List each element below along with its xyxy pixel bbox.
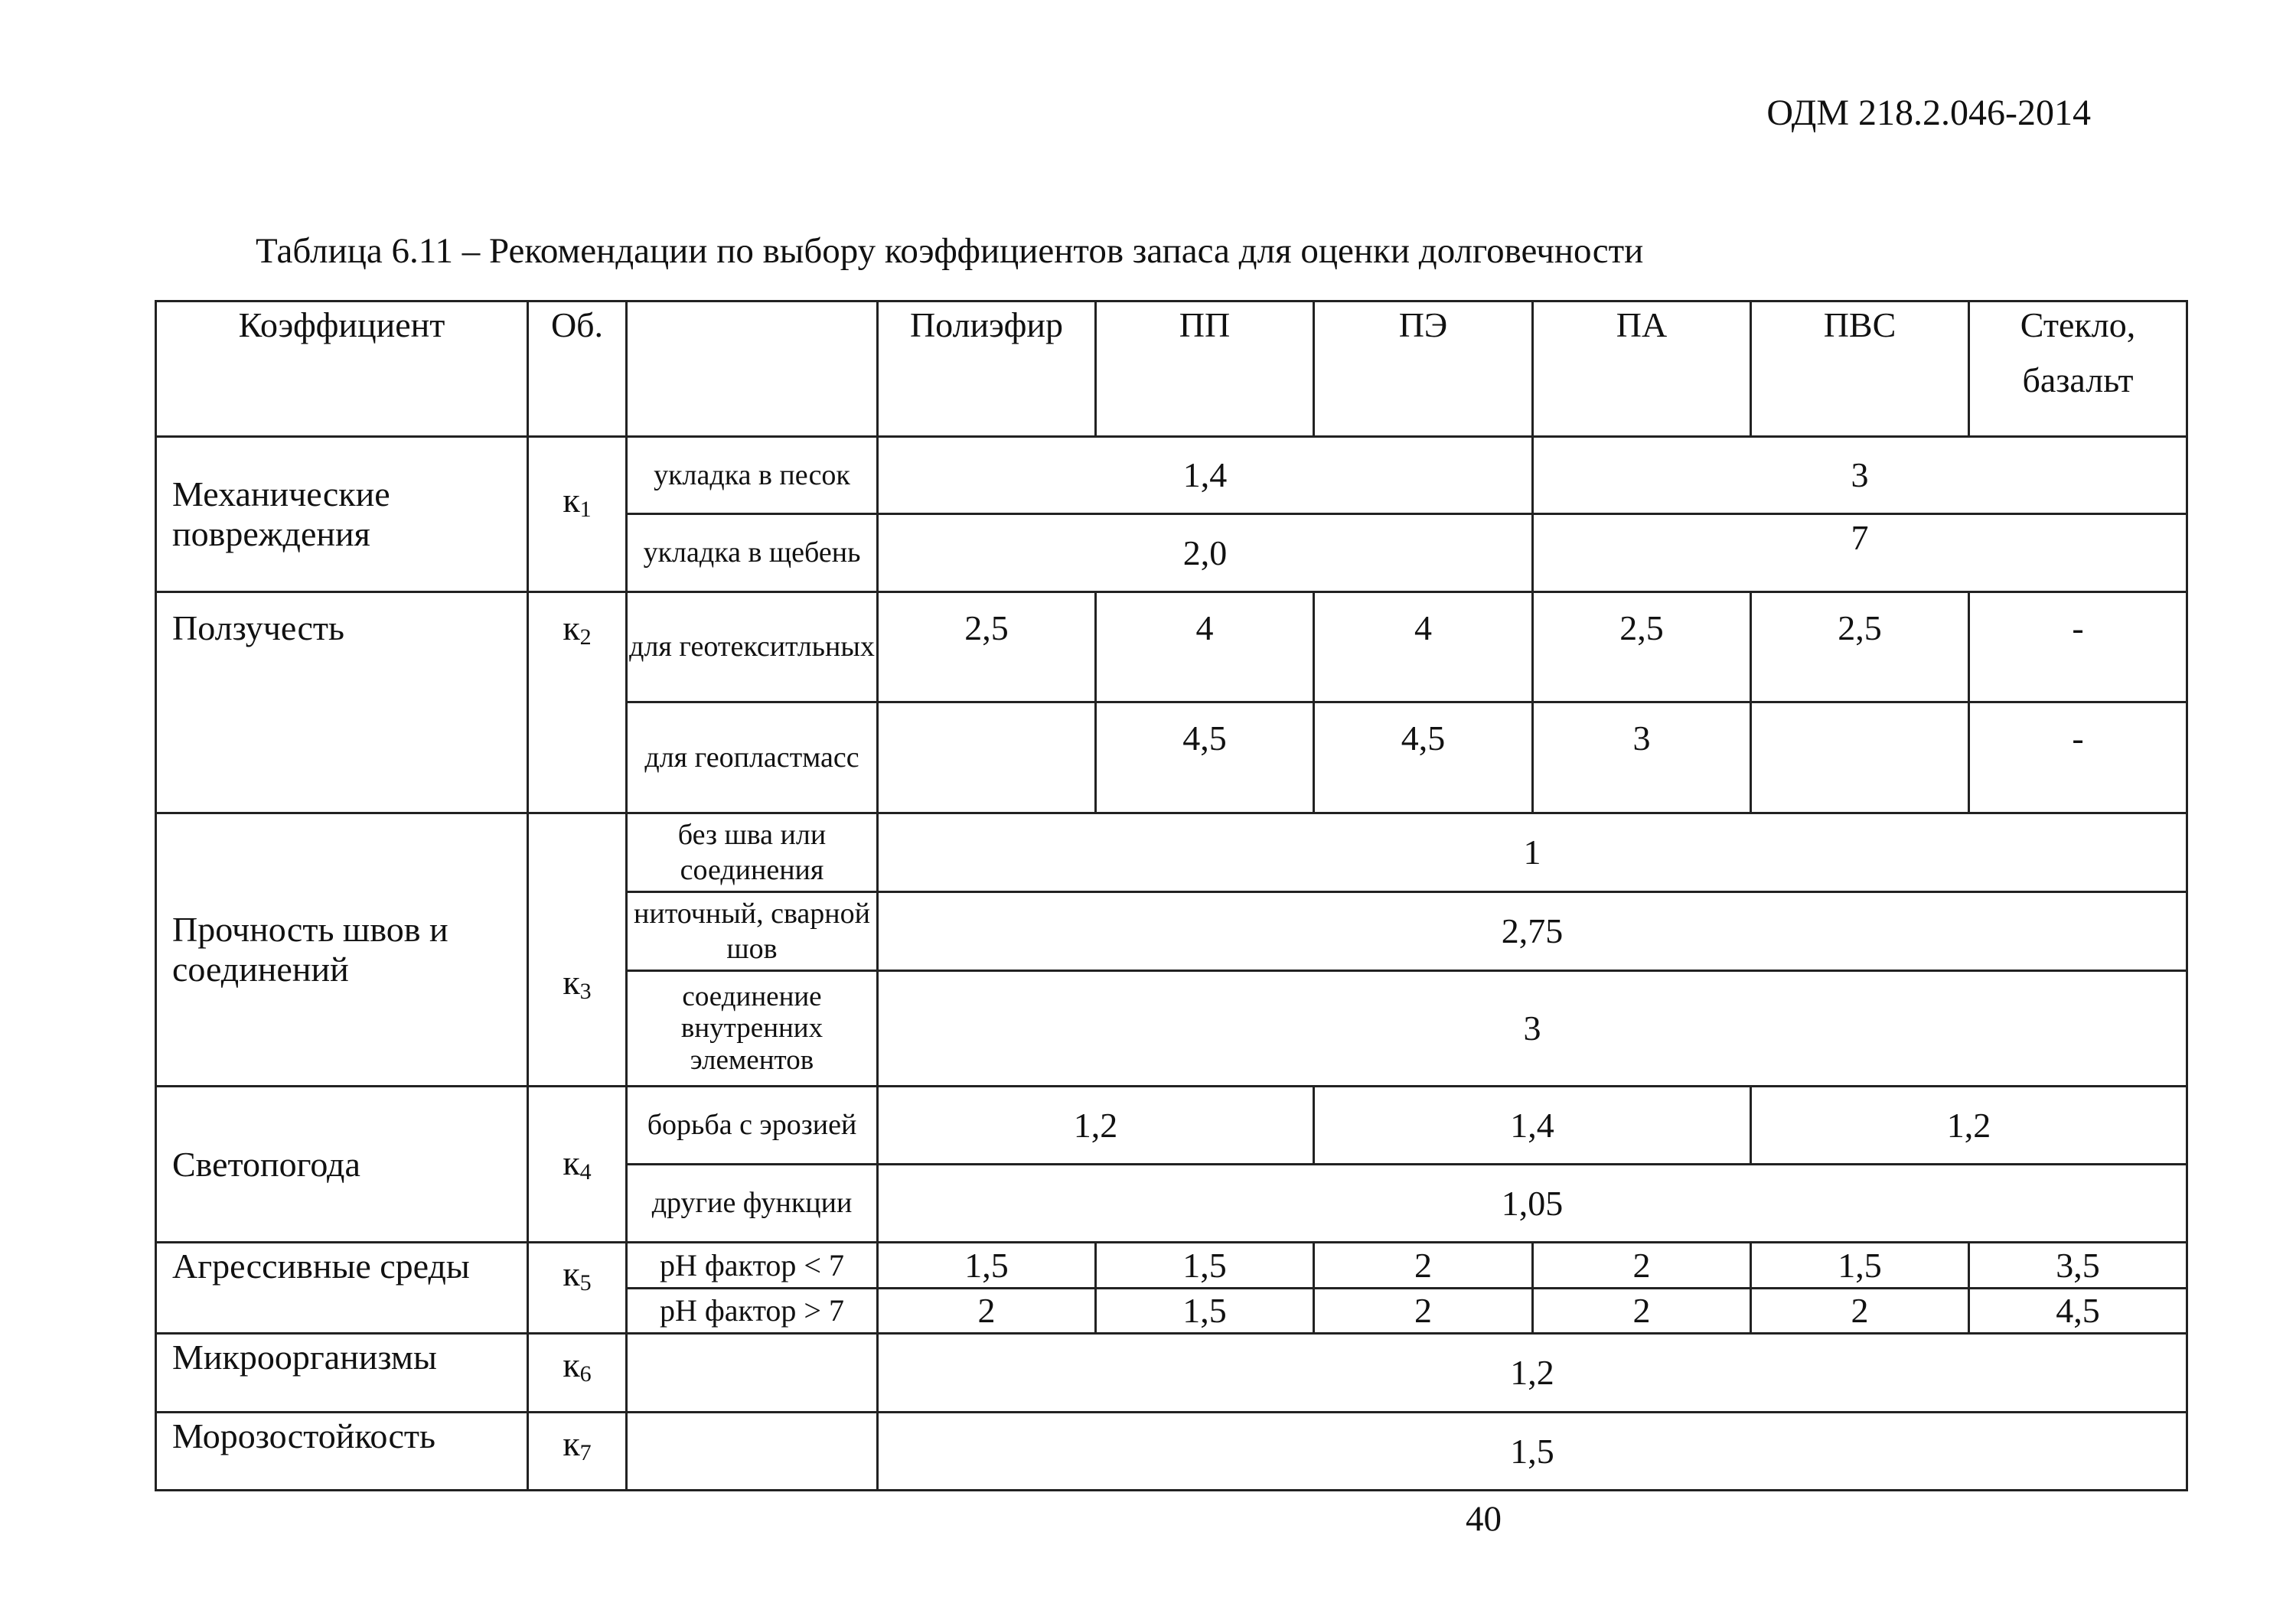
symbol-k1: $к_1$	[528, 437, 627, 592]
value-frost: 1,5	[878, 1413, 2187, 1491]
aggr-lt-glass: 3,5	[1969, 1243, 2187, 1289]
value-gravel-other: 7	[1533, 514, 2187, 592]
creep-geotex-pvs: 2,5	[1751, 592, 1969, 702]
aggr-gt-pe: 2	[1314, 1289, 1533, 1334]
value-erosion-a: 1,2	[878, 1087, 1314, 1165]
symbol-k5: $к_5$	[528, 1243, 627, 1334]
creep-geoplast-pa: 3	[1533, 702, 1751, 813]
row-label-aggressive: Агрессивные среды	[156, 1243, 528, 1334]
aggr-gt-glass: 4,5	[1969, 1289, 2187, 1334]
coefficients-table	[155, 300, 2188, 1491]
table-caption: Таблица 6.11 – Рекомендации по выбору коэффициентов запаса для оценки долговечности	[256, 231, 1644, 271]
condition-internal-joint: соединение внутренних элементов	[627, 971, 878, 1087]
creep-geoplast-pp: 4,5	[1096, 702, 1314, 813]
value-other-functions: 1,05	[878, 1165, 2187, 1243]
aggr-lt-pvs: 1,5	[1751, 1243, 1969, 1289]
table-row	[156, 437, 2187, 514]
col-header-pvs: ПВС	[1751, 301, 1969, 437]
page-number: 40	[1466, 1499, 1502, 1539]
aggr-gt-pp: 1,5	[1096, 1289, 1314, 1334]
basalt-label: базальт	[2022, 360, 2134, 399]
condition-geotextile: для геотекситльных	[627, 592, 878, 702]
table-row	[156, 1087, 2187, 1165]
table-row	[156, 813, 2187, 892]
creep-geotex-pe: 4	[1314, 592, 1533, 702]
condition-ph-lt-7: pH фактор < 7	[627, 1243, 878, 1289]
value-sewn-welded: 2,75	[878, 892, 2187, 971]
value-microorganisms: 1,2	[878, 1334, 2187, 1413]
aggr-gt-pa: 2	[1533, 1289, 1751, 1334]
aggr-lt-polyester: 1,5	[878, 1243, 1096, 1289]
col-header-glass-basalt	[1969, 301, 2187, 437]
creep-geotex-pp: 4	[1096, 592, 1314, 702]
symbol-k7: $к_7$	[528, 1413, 627, 1491]
col-header-pe: ПЭ	[1314, 301, 1533, 437]
document-code: ОДМ 218.2.046-2014	[1766, 93, 2091, 133]
row-label-seams: Прочность швов и соединений	[156, 813, 528, 1087]
symbol-k4: $к_4$	[528, 1087, 627, 1243]
col-header-condition	[627, 301, 878, 437]
value-gravel-synthetic: 2,0	[878, 514, 1533, 592]
creep-geoplast-glass: -	[1969, 702, 2187, 813]
row-label-microorganisms: Микроорганизмы	[156, 1334, 528, 1413]
condition-empty-k7	[627, 1413, 878, 1491]
condition-geoplastic: для геопластмасс	[627, 702, 878, 813]
creep-geotex-glass: -	[1969, 592, 2187, 702]
condition-gravel: укладка в щебень	[627, 514, 878, 592]
col-header-pa: ПА	[1533, 301, 1751, 437]
value-erosion-b: 1,4	[1314, 1087, 1751, 1165]
symbol-k3: $к_3$	[528, 813, 627, 1087]
glass-label: Стекло,	[2020, 305, 2136, 344]
aggr-lt-pe: 2	[1314, 1243, 1533, 1289]
table-row	[156, 592, 2187, 702]
col-header-symbol: Об.	[528, 301, 627, 437]
creep-geoplast-pe: 4,5	[1314, 702, 1533, 813]
condition-other-functions: другие функции	[627, 1165, 878, 1243]
condition-sand: укладка в песок	[627, 437, 878, 514]
row-label-weathering: Светопогода	[156, 1087, 528, 1243]
condition-erosion: борьба с эрозией	[627, 1087, 878, 1165]
value-internal-joint: 3	[878, 971, 2187, 1087]
header-row	[156, 301, 2187, 437]
creep-geotex-polyester: 2,5	[878, 592, 1096, 702]
symbol-k2: $к_2$	[528, 592, 627, 813]
col-header-polyester: Полиэфир	[878, 301, 1096, 437]
table-row	[156, 1243, 2187, 1289]
condition-ph-gt-7: pH фактор > 7	[627, 1289, 878, 1334]
creep-geotex-pa: 2,5	[1533, 592, 1751, 702]
table-row	[156, 1413, 2187, 1491]
aggr-lt-pp: 1,5	[1096, 1243, 1314, 1289]
symbol-k6: $к_6$	[528, 1334, 627, 1413]
row-label-mechanical: Механические повреждения	[156, 437, 528, 592]
aggr-lt-pa: 2	[1533, 1243, 1751, 1289]
creep-geoplast-pvs	[1751, 702, 1969, 813]
row-label-frost: Морозостойкость	[156, 1413, 528, 1491]
col-header-coefficient: Коэффициент	[156, 301, 528, 437]
table-row	[156, 1334, 2187, 1413]
value-sand-synthetic: 1,4	[878, 437, 1533, 514]
value-sand-other: 3	[1533, 437, 2187, 514]
condition-empty-k6	[627, 1334, 878, 1413]
aggr-gt-polyester: 2	[878, 1289, 1096, 1334]
creep-geoplast-polyester	[878, 702, 1096, 813]
condition-no-seam: без шва или соединения	[627, 813, 878, 892]
row-label-creep: Ползучесть	[156, 592, 528, 813]
condition-sewn-welded: ниточный, сварной шов	[627, 892, 878, 971]
value-no-seam: 1	[878, 813, 2187, 892]
col-header-pp: ПП	[1096, 301, 1314, 437]
value-erosion-c: 1,2	[1751, 1087, 2187, 1165]
aggr-gt-pvs: 2	[1751, 1289, 1969, 1334]
